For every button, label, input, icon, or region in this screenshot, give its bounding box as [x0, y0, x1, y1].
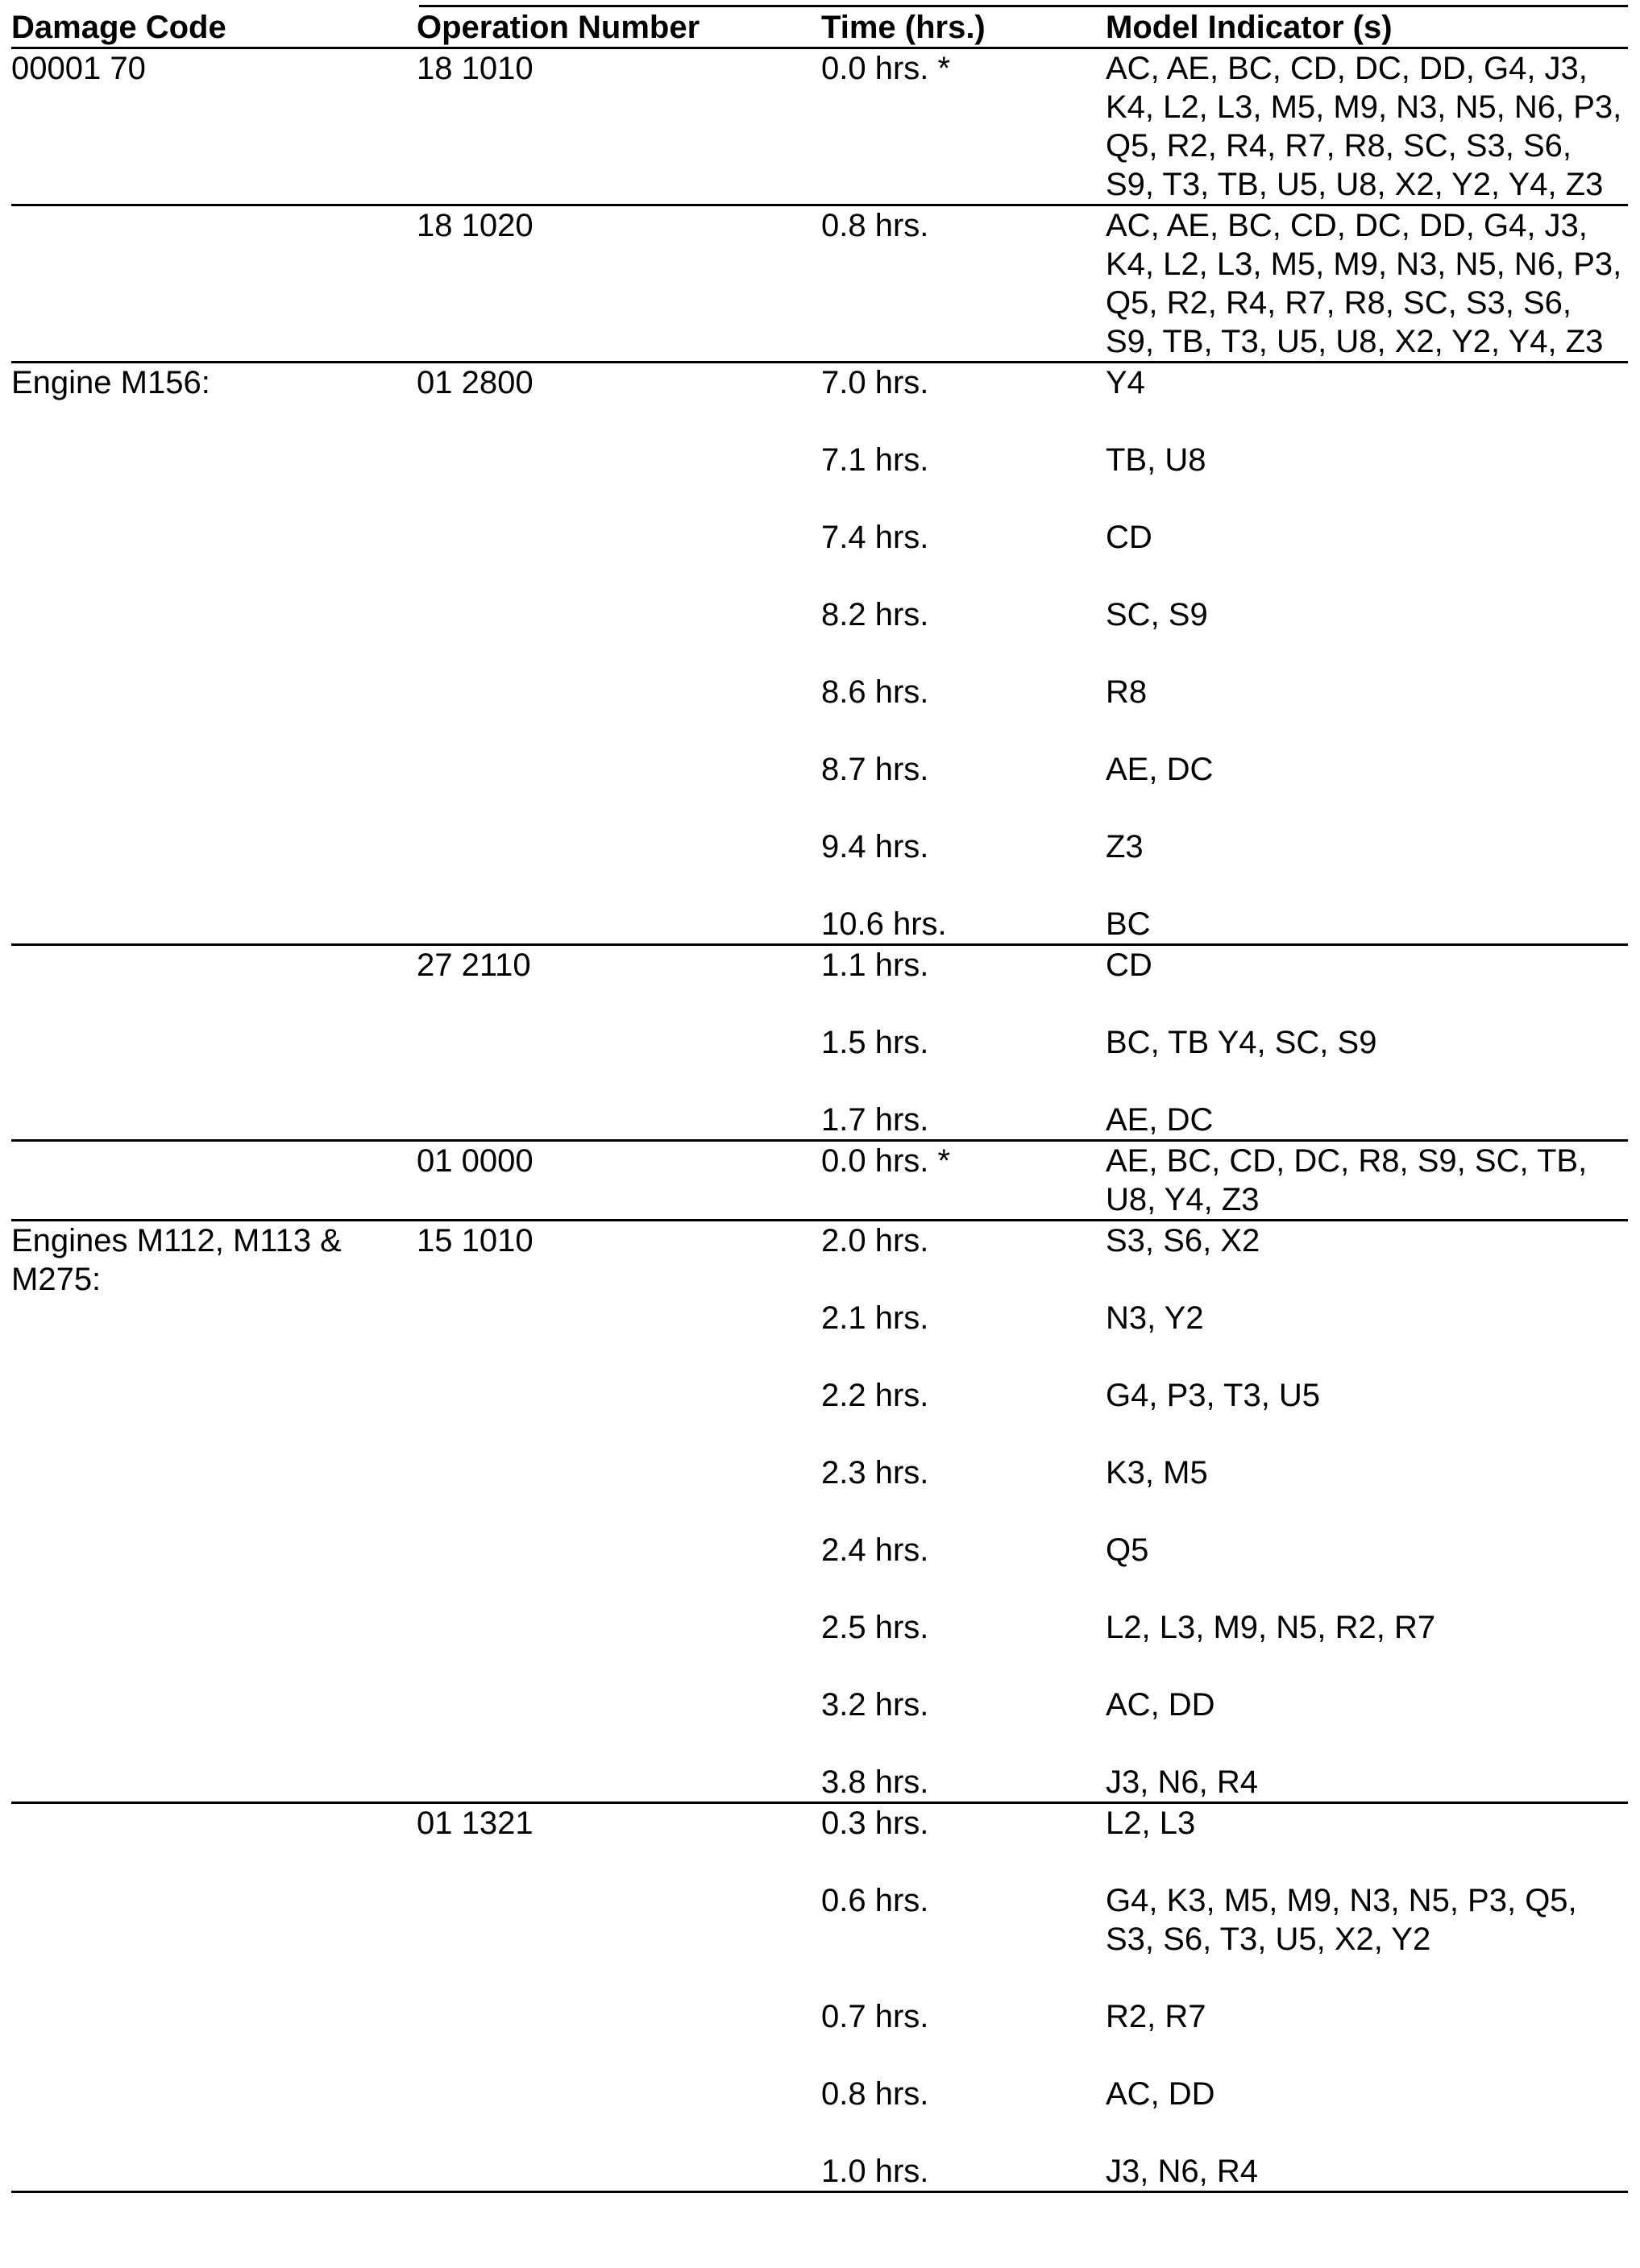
time-cell: 2.3 hrs. [821, 1455, 929, 1491]
operation-number-cell: 15 1010 [417, 1223, 534, 1258]
model-indicator-cell: CD [1106, 947, 1152, 983]
model-indicator-cell: AC, DD [1106, 1687, 1215, 1723]
table-row [11, 945, 1628, 1024]
operation-number-cell: 27 2110 [417, 947, 531, 983]
model-indicator-cell: G4, P3, T3, U5 [1106, 1378, 1321, 1413]
time-cell: 3.2 hrs. [821, 1687, 929, 1723]
table-row [11, 205, 1628, 363]
table-row [11, 750, 1628, 827]
time-cell: 0.6 hrs. [821, 1883, 929, 1918]
table-row [11, 2152, 1628, 2192]
header-operation-number: Operation Number [417, 8, 821, 48]
model-indicator-cell: TB, U8 [1106, 442, 1206, 478]
damage-code-cell: 00001 70 [11, 51, 146, 86]
model-indicator-cell: Z3 [1106, 829, 1144, 864]
time-cell: 2.2 hrs. [821, 1378, 929, 1413]
model-indicator-cell: R8 [1106, 674, 1148, 710]
table-group [11, 945, 1628, 1141]
time-cell: 2.4 hrs. [821, 1532, 929, 1568]
time-cell: 0.8 hrs. [821, 208, 929, 243]
time-cell: 7.1 hrs. [821, 442, 929, 478]
model-indicator-cell: AE, BC, CD, DC, R8, S9, SC, TB, U8, Y4, Z3 [1106, 1143, 1588, 1217]
model-indicator-cell: BC [1106, 906, 1151, 942]
table-row [11, 1685, 1628, 1763]
time-cell: 3.8 hrs. [821, 1764, 929, 1800]
time-cell: 0.8 hrs. [821, 2076, 929, 2112]
operation-number-cell: 01 2800 [417, 365, 534, 400]
table-row [11, 1531, 1628, 1608]
operation-number-cell: 01 1321 [417, 1806, 534, 1841]
model-indicator-cell: AE, DC [1106, 752, 1214, 787]
time-cell: 1.7 hrs. [821, 1102, 929, 1138]
table-group [11, 1141, 1628, 1221]
table-row [11, 1101, 1628, 1141]
table-row [11, 673, 1628, 750]
table-row [11, 441, 1628, 518]
table-row [11, 1763, 1628, 1803]
time-cell: 0.0 hrs. * [821, 51, 951, 86]
header-model-indicator: Model Indicator (s) [1106, 8, 1628, 48]
table-row [11, 1997, 1628, 2075]
model-indicator-cell: BC, TB Y4, SC, S9 [1106, 1025, 1377, 1060]
model-indicator-cell: Q5 [1106, 1532, 1149, 1568]
damage-code-cell [11, 205, 417, 363]
model-indicator-cell: J3, N6, R4 [1106, 2154, 1258, 2189]
model-indicator-cell: AC, AE, BC, CD, DC, DD, G4, J3, K4, L2, L3, M5, M9, N3, N5, N6, P3, Q5, R2, R4, R7, R8, SC, S3, S6, S9, TB, T3, U5, U8, X2, Y2, Y4, Z3 [1106, 208, 1622, 359]
time-cell: 7.0 hrs. [821, 365, 929, 400]
table-row [11, 1221, 1628, 1300]
table-row [11, 1023, 1628, 1101]
time-cell: 9.4 hrs. [821, 829, 929, 864]
operation-number-cell: 18 1010 [417, 51, 534, 86]
table-row [11, 1453, 1628, 1531]
damage-code-cell: Engines M112, M113 & M275: [11, 1223, 342, 1297]
header-time: Time (hrs.) [821, 8, 1106, 48]
time-cell: 8.6 hrs. [821, 674, 929, 710]
table-row [11, 363, 1628, 442]
table-row [11, 595, 1628, 673]
top-rule [419, 5, 1628, 7]
time-cell: 1.0 hrs. [821, 2154, 929, 2189]
time-cell: 2.5 hrs. [821, 1610, 929, 1645]
model-indicator-cell: S3, S6, X2 [1106, 1223, 1260, 1258]
model-indicator-cell: R2, R7 [1106, 1999, 1206, 2034]
time-cell: 0.0 hrs. * [821, 1143, 951, 1179]
model-indicator-cell: L2, L3, M9, N5, R2, R7 [1106, 1610, 1436, 1645]
table-group [11, 1803, 1628, 2192]
time-cell: 10.6 hrs. [821, 906, 947, 942]
table-group [11, 1221, 1628, 1803]
labor-time-table [11, 8, 1628, 2193]
time-cell: 2.1 hrs. [821, 1300, 929, 1336]
time-cell: 8.2 hrs. [821, 597, 929, 632]
model-indicator-cell: CD [1106, 520, 1152, 555]
damage-code-cell [11, 945, 417, 1024]
model-indicator-cell: N3, Y2 [1106, 1300, 1204, 1336]
table-row [11, 2075, 1628, 2152]
table-row [11, 48, 1628, 205]
model-indicator-cell: AE, DC [1106, 1102, 1214, 1138]
table-row [11, 1803, 1628, 1882]
model-indicator-cell: AC, AE, BC, CD, DC, DD, G4, J3, K4, L2, L3, M5, M9, N3, N5, N6, P3, Q5, R2, R4, R7, R8, SC, S3, S6, S9, T3, TB, U5, U8, X2, Y2, Y4, Z3 [1106, 51, 1622, 202]
table-row [11, 1881, 1628, 1997]
table-row [11, 518, 1628, 595]
table-row [11, 1141, 1628, 1221]
time-cell: 0.3 hrs. [821, 1806, 929, 1841]
table-group [11, 48, 1628, 205]
time-cell: 2.0 hrs. [821, 1223, 929, 1258]
table-group [11, 363, 1628, 945]
time-cell: 1.5 hrs. [821, 1025, 929, 1060]
table-row [11, 1299, 1628, 1376]
table-group [11, 205, 1628, 363]
table-row [11, 1608, 1628, 1685]
model-indicator-cell: J3, N6, R4 [1106, 1764, 1258, 1800]
model-indicator-cell: AC, DD [1106, 2076, 1215, 2112]
model-indicator-cell: L2, L3 [1106, 1806, 1196, 1841]
time-cell: 1.1 hrs. [821, 947, 929, 983]
operation-number-cell: 18 1020 [417, 208, 534, 243]
table-row [11, 1376, 1628, 1453]
model-indicator-cell: G4, K3, M5, M9, N3, N5, P3, Q5, S3, S6, T3, U5, X2, Y2 [1106, 1883, 1577, 1957]
time-cell: 8.7 hrs. [821, 752, 929, 787]
table-row [11, 905, 1628, 945]
time-cell: 0.7 hrs. [821, 1999, 929, 2034]
model-indicator-cell: SC, S9 [1106, 597, 1208, 632]
model-indicator-cell: K3, M5 [1106, 1455, 1208, 1491]
damage-code-cell: Engine M156: [11, 365, 210, 400]
model-indicator-cell: Y4 [1106, 365, 1145, 400]
damage-code-cell [11, 1141, 417, 1221]
header-damage-code: Damage Code [11, 8, 417, 48]
damage-code-cell [11, 1803, 417, 1882]
table-row [11, 827, 1628, 905]
header-row [11, 8, 1628, 48]
time-cell: 7.4 hrs. [821, 520, 929, 555]
operation-number-cell: 01 0000 [417, 1143, 534, 1179]
